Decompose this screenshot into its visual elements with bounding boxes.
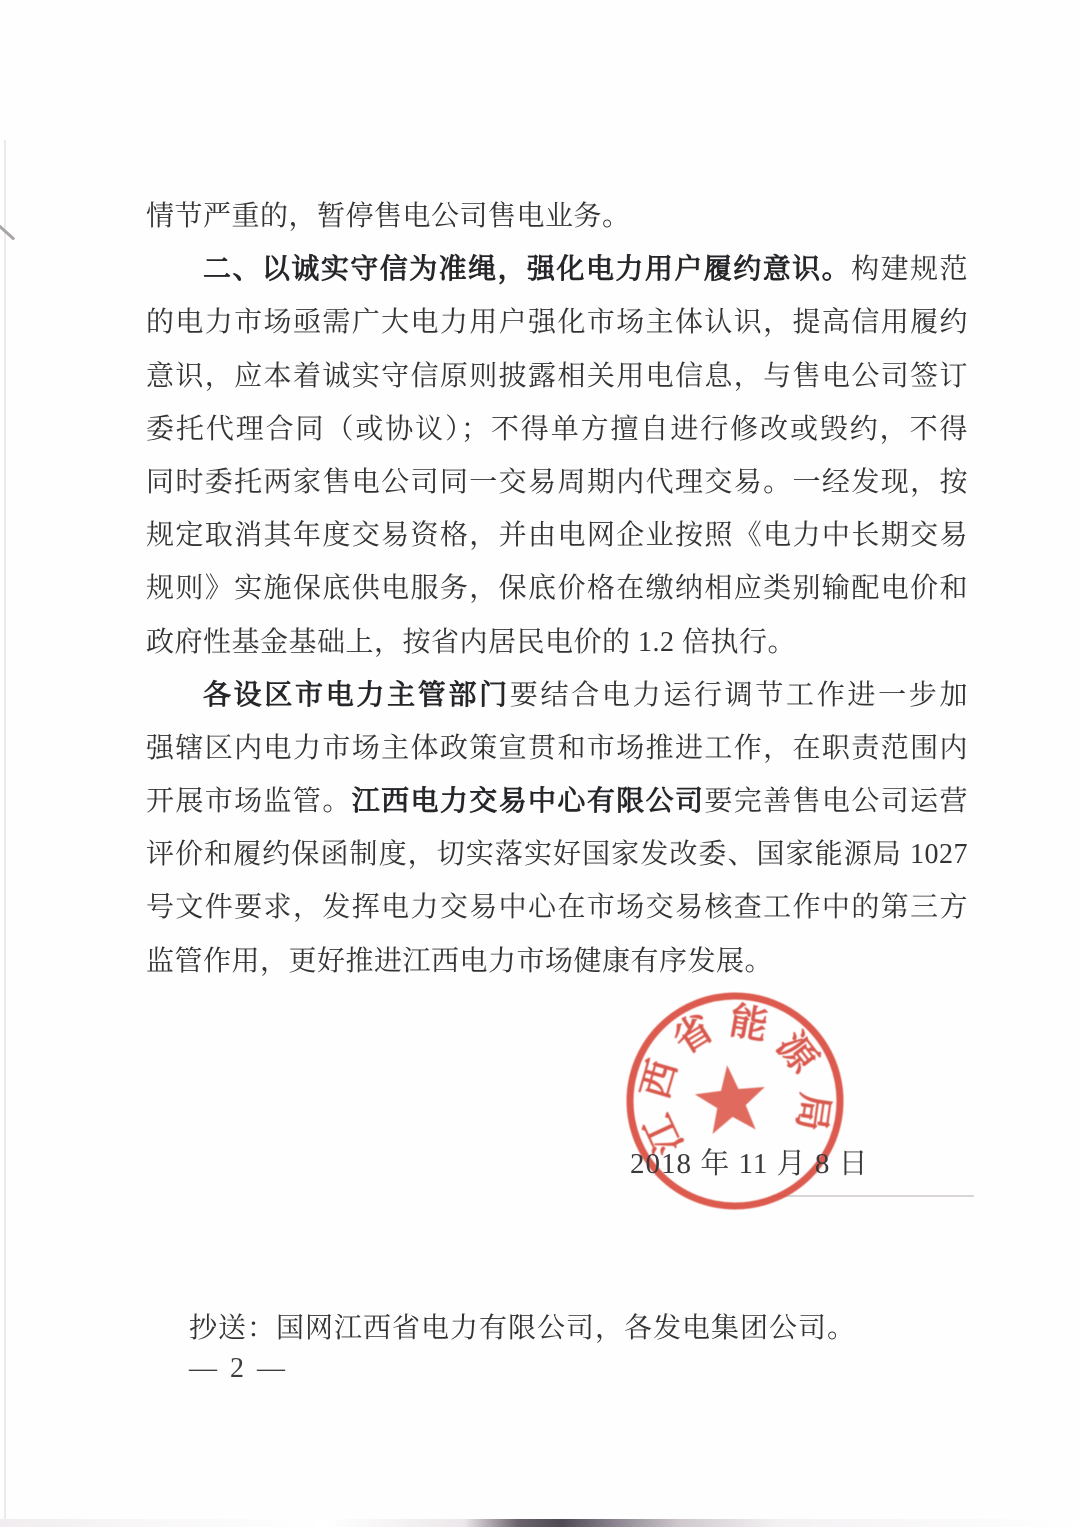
- text-segment: 委托代理合同（或协议）；不得单方擅自进行修改或毁约，不得: [146, 413, 968, 445]
- text-segment: 强辖区内电力市场主体政策宣贯和市场推进工作，在职责范围内: [146, 732, 968, 764]
- bold-text-segment: 江西电力交易中心有限公司: [351, 786, 705, 818]
- text-segment: 的电力市场亟需广大电力用户强化市场主体认识，提高信用履约: [146, 307, 968, 339]
- text-segment: 要结合电力运行调节工作进一步加: [509, 679, 968, 711]
- seal-character: 西: [634, 1055, 686, 1104]
- text-segment: 构建规范: [851, 254, 968, 286]
- text-line: [146, 296, 968, 349]
- text-line: [146, 456, 968, 509]
- bold-text-segment: 二、以诚实守信为准绳，强化电力用户履约意识。: [203, 254, 852, 286]
- issue-date: 2018 年 11 月 8 日: [630, 1148, 869, 1180]
- bold-text-segment: 各设区市电力主管部门: [203, 679, 510, 711]
- text-line: [146, 722, 968, 775]
- text-segment: 要完善售电公司运营: [704, 786, 968, 818]
- text-segment: 开展市场监管。: [146, 786, 352, 818]
- text-line: [146, 775, 968, 828]
- text-segment: 意识，应本着诚实守信原则披露相关用电信息，与售电公司签订: [146, 360, 968, 392]
- text-line: [146, 350, 968, 403]
- cc-line: 抄送：国网江西省电力有限公司，各发电集团公司。: [189, 1313, 857, 1344]
- text-line: [146, 403, 968, 456]
- text-line: [146, 669, 968, 722]
- text-segment: 同时委托两家售电公司同一交易周期内代理交易。一经发现，按: [146, 466, 968, 498]
- text-segment: 评价和履约保函制度，切实落实好国家发改委、国家能源局 1027: [146, 839, 968, 871]
- text-segment: 情节严重的，暂停售电公司售电业务。: [146, 201, 631, 232]
- text-line: [146, 616, 968, 669]
- seal-character: 能: [726, 1000, 771, 1049]
- text-line: [146, 828, 968, 881]
- text-segment: 号文件要求，发挥电力交易中心在市场交易核查工作中的第三方: [146, 892, 968, 924]
- seal-character: 省: [666, 1007, 721, 1063]
- text-segment: 政府性基金基础上，按省内居民电价的 1.2 倍执行。: [146, 626, 797, 658]
- text-line: [146, 509, 968, 562]
- seal-star-icon: [692, 1062, 769, 1136]
- scan-edge-artifact: [4, 140, 6, 1527]
- seal-character: 江: [637, 1107, 692, 1161]
- text-line: [146, 881, 968, 934]
- text-segment: 规定取消其年度交易资格，并由电网企业按照《电力中长期交易: [146, 520, 968, 552]
- text-segment: 规则》实施保底供电服务，保底价格在缴纳相应类别输配电价和: [146, 573, 968, 605]
- text-line: [146, 243, 968, 296]
- scan-mark-artifact: [0, 221, 15, 241]
- text-segment: 监管作用，更好推进江西电力市场健康有序发展。: [146, 945, 774, 977]
- scan-bottom-edge: [0, 1519, 1080, 1527]
- page-number: — 2 —: [189, 1353, 288, 1384]
- body-text: [146, 190, 968, 988]
- text-line: [146, 562, 968, 615]
- seal-character: 源: [768, 1025, 825, 1081]
- text-line: [146, 190, 968, 243]
- seal-character: 局: [788, 1090, 836, 1134]
- text-line: [146, 935, 968, 988]
